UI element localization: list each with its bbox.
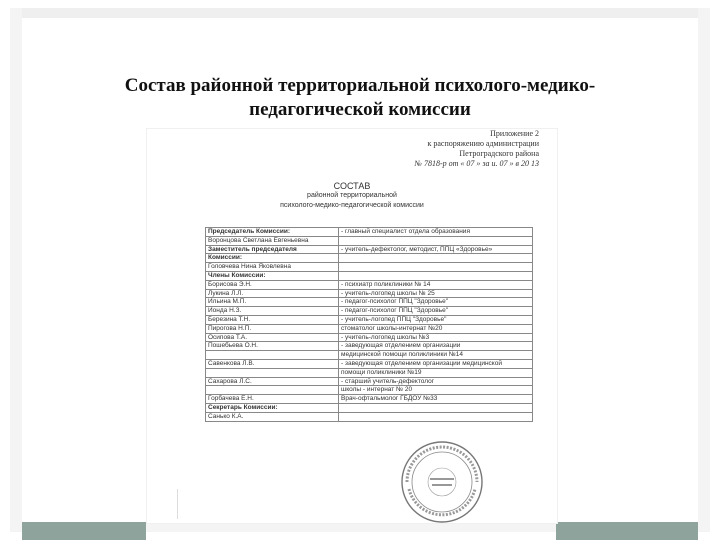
scan-artifact (177, 489, 178, 519)
member-role-cell: - педагог-психолог ППЦ "Здоровье" (339, 298, 533, 307)
member-name-cell: Заместитель председателя (206, 245, 339, 254)
member-role-cell: - старший учитель-дефектолог (339, 377, 533, 386)
member-role-cell: медицинской помощи поликлиники №14 (339, 351, 533, 360)
member-role-cell: - психиатр поликлиники № 14 (339, 280, 533, 289)
member-role-cell: помощи поликлиники №19 (339, 368, 533, 377)
member-name-cell: Ионда Н.З. (206, 307, 339, 316)
member-role-cell: школы - интернат № 20 (339, 386, 533, 395)
commission-table (205, 227, 533, 422)
table-row (206, 412, 533, 421)
member-name-cell: Пирогова Н.П. (206, 324, 339, 333)
bottom-accent-bar-right (556, 522, 698, 540)
member-name-cell: Председатель Комиссии: (206, 228, 339, 237)
member-role-cell (339, 263, 533, 272)
member-role-cell: - главный специалист отдела образования (339, 228, 533, 237)
member-name-cell: Комиссии: (206, 254, 339, 263)
member-name-cell: Ильина М.П. (206, 298, 339, 307)
document-heading-line-1: СОСТАВ (333, 181, 371, 191)
document-heading-line-3: психолого-медико-педагогической комиссии (280, 202, 424, 209)
member-name-cell: Головчева Нина Яковлевна (206, 263, 339, 272)
member-role-cell: - учитель-дефектолог, методист, ППЦ «Здоровье» (339, 245, 533, 254)
member-name-cell: Лукина Л.Л. (206, 289, 339, 298)
member-role-cell (339, 412, 533, 421)
member-name-cell: Сахарова Л.С. (206, 377, 339, 386)
member-name-cell: Березина Т.Н. (206, 315, 339, 324)
member-name-cell: Секретарь Комиссии: (206, 403, 339, 412)
slide-frame-left (10, 8, 22, 532)
table-row (206, 333, 533, 342)
slide-title (40, 74, 680, 122)
table-row (206, 228, 533, 237)
member-role-cell (339, 403, 533, 412)
slide-frame-top (10, 8, 710, 18)
member-name-cell: Санько К.А. (206, 412, 339, 421)
table-row (206, 280, 533, 289)
member-role-cell: - заведующая отделением организации (339, 342, 533, 351)
table-row (206, 386, 533, 395)
member-role-cell: - учитель-логопед школы №3 (339, 333, 533, 342)
member-name-cell: Пошебьева О.Н. (206, 342, 339, 351)
table-row (206, 263, 533, 272)
table-row (206, 298, 533, 307)
bottom-accent-bar-left (22, 522, 146, 540)
member-role-cell (339, 254, 533, 263)
member-role-cell: - учитель-логопед ППЦ "Здоровье" (339, 315, 533, 324)
member-role-cell: - учитель-логопед школы № 25 (339, 289, 533, 298)
table-row (206, 245, 533, 254)
appendix-line-2: к распоряжению администрации (427, 139, 539, 148)
table-row (206, 254, 533, 263)
official-stamp-seal (397, 437, 487, 527)
member-role-cell (339, 271, 533, 280)
table-row (206, 403, 533, 412)
appendix-line-3: Петроградского района (459, 149, 539, 158)
table-row (206, 324, 533, 333)
member-name-cell: Горбачева Е.Н. (206, 395, 339, 404)
table-row (206, 315, 533, 324)
appendix-line-1: Приложение 2 (490, 129, 539, 138)
slide-frame-right (698, 8, 710, 532)
table-row (206, 368, 533, 377)
appendix-line-4: № 7818-р от « 07 » за и. 07 » в 20 13 (414, 159, 539, 168)
member-name-cell: Борисова Э.Н. (206, 280, 339, 289)
table-row (206, 377, 533, 386)
table-row (206, 359, 533, 368)
slide-title-line-2: педагогической комиссии (249, 99, 471, 120)
table-row (206, 395, 533, 404)
member-role-cell (339, 236, 533, 245)
appendix-note (414, 129, 539, 169)
document-heading-line-2: районной территориальной (307, 192, 397, 199)
table-row (206, 289, 533, 298)
member-name-cell: Члены Комиссии: (206, 271, 339, 280)
member-name-cell: Савенкова Л.В. (206, 359, 339, 368)
member-role-cell: - заведующая отделением организации медицинской (339, 359, 533, 368)
member-name-cell (206, 368, 339, 377)
table-row (206, 342, 533, 351)
table-row (206, 307, 533, 316)
document-heading (147, 181, 557, 211)
member-name-cell: Воронцова Светлана Евгеньевна (206, 236, 339, 245)
table-row (206, 351, 533, 360)
member-name-cell (206, 386, 339, 395)
scanned-document (146, 128, 558, 524)
slide-title-line-1: Состав районной территориальной психолого-медико- (124, 75, 596, 96)
member-role-cell: стоматолог школы-интернат №20 (339, 324, 533, 333)
table-row (206, 271, 533, 280)
member-name-cell: Осипова Т.А. (206, 333, 339, 342)
member-role-cell: Врач-офтальмолог ГБДОУ №33 (339, 395, 533, 404)
table-row (206, 236, 533, 245)
member-name-cell (206, 351, 339, 360)
member-role-cell: - педагог-психолог ППЦ "Здоровье" (339, 307, 533, 316)
